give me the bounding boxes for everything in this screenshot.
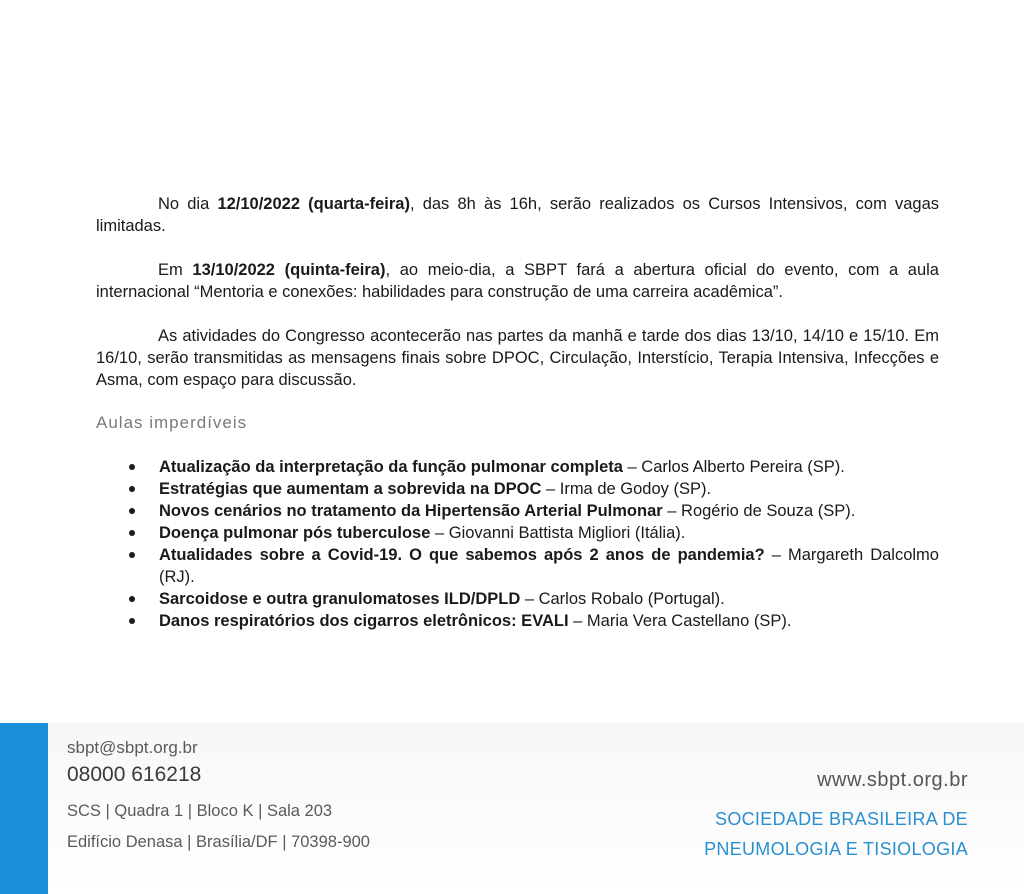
paragraph-abertura: Em 13/10/2022 (quinta-feira), ao meio-dia, a SBPT fará a abertura oficial do evento, com a aula internacional “Mentoria e conexões: habilidades para construção de uma carreira acadêmica”.	[96, 261, 939, 301]
list-item: Doença pulmonar pós tuberculose – Giovanni Battista Migliori (Itália).	[96, 522, 939, 544]
bullet-icon	[129, 596, 135, 602]
paragraph-cursos: No dia 12/10/2022 (quarta-feira), das 8h às 16h, serão realizados os Cursos Intensivos, com vagas limitadas.	[96, 195, 940, 235]
list-item: Atualidades sobre a Covid-19. O que sabemos após 2 anos de pandemia? – Margareth Dalcolmo (RJ).	[96, 544, 939, 588]
section-title: Aulas imperdíveis	[96, 413, 248, 432]
bullet-icon	[129, 464, 135, 470]
footer-accent-bar	[0, 723, 48, 894]
bullet-icon	[129, 486, 135, 492]
document-body	[96, 193, 939, 632]
list-item: Sarcoidose e outra granulomatoses ILD/DPLD – Carlos Robalo (Portugal).	[96, 588, 939, 610]
bullet-icon	[129, 530, 135, 536]
lecture-list	[96, 456, 939, 632]
address-line-1: SCS | Quadra 1 | Bloco K | Sala 203	[67, 802, 333, 820]
date-abertura: 13/10/2022 (quinta-feira)	[192, 261, 386, 279]
footer-address	[67, 796, 370, 858]
org-name-line-1: SOCIEDADE BRASILEIRA DE	[715, 809, 968, 829]
org-name	[704, 804, 968, 864]
footer-contact	[67, 737, 370, 858]
bullet-icon	[129, 508, 135, 514]
bullet-icon	[129, 552, 135, 558]
list-item: Novos cenários no tratamento da Hipertensão Arterial Pulmonar – Rogério de Souza (SP).	[96, 500, 939, 522]
list-item: Danos respiratórios dos cigarros eletrônicos: EVALI – Maria Vera Castellano (SP).	[96, 610, 939, 632]
bullet-icon	[129, 618, 135, 624]
list-item: Atualização da interpretação da função pulmonar completa – Carlos Alberto Pereira (SP).	[96, 456, 939, 478]
address-line-2: Edifício Denasa | Brasília/DF | 70398-900	[67, 833, 370, 851]
footer	[0, 723, 1024, 894]
footer-org	[704, 769, 968, 864]
paragraph-atividades: As atividades do Congresso acontecerão nas partes da manhã e tarde dos dias 13/10, 14/10 e 15/10. Em 16/10, serão transmitidas as mensagens finais sobre DPOC, Circulação, Interstício, Terapia Intensiva, Infecções e Asma, com espaço para discussão.	[96, 327, 939, 389]
footer-website[interactable]: www.sbpt.org.br	[817, 769, 968, 791]
org-name-line-2: PNEUMOLOGIA E TISIOLOGIA	[704, 839, 968, 859]
footer-phone: 08000 616218	[67, 763, 202, 786]
list-item: Estratégias que aumentam a sobrevida na DPOC – Irma de Godoy (SP).	[96, 478, 939, 500]
footer-email[interactable]: sbpt@sbpt.org.br	[67, 738, 198, 757]
date-cursos: 12/10/2022 (quarta-feira)	[217, 195, 410, 213]
